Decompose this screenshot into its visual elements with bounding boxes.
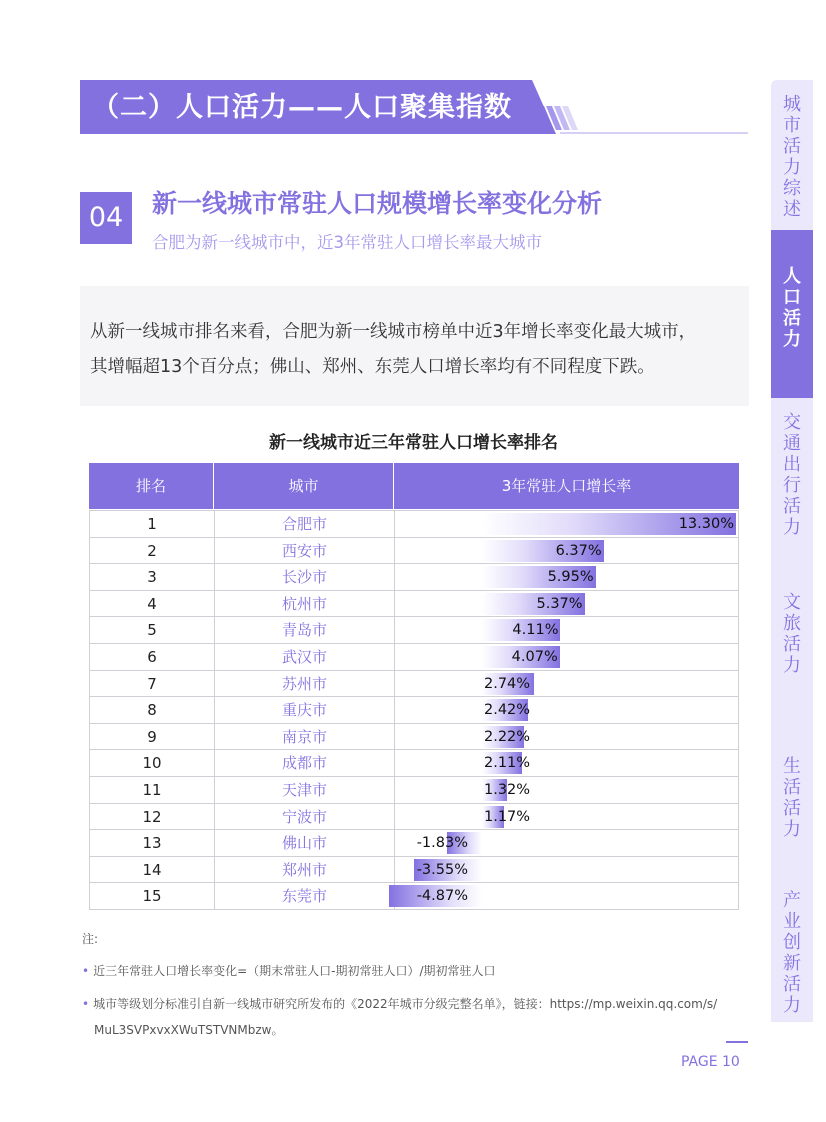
table-row (90, 883, 738, 910)
sidenav-char: 行 (783, 475, 801, 496)
sidenav-char: 城 (783, 94, 801, 115)
section-number-badge: 04 (80, 192, 132, 244)
rank-cell: 9 (147, 727, 157, 746)
header-rate: 3年常驻人口增长率 (501, 477, 632, 495)
sidenav-item-population-vitality[interactable] (771, 230, 813, 398)
sidenav-char: 通 (783, 433, 801, 454)
sidenav-char: 活 (783, 308, 801, 329)
sidenav-item-label (771, 94, 813, 220)
bullet-icon: • (82, 964, 90, 978)
sidenav-char: 旅 (783, 613, 801, 634)
page-subtitle: 合肥为新一线城市中，近3年常驻人口增长率最大城市 (152, 233, 542, 252)
table-row (90, 750, 738, 777)
rate-label: 2.42% (484, 702, 531, 719)
city-cell: 成都市 (281, 754, 327, 773)
sidenav-char: 创 (783, 932, 801, 953)
column-divider (394, 511, 395, 537)
rate-label: 5.37% (536, 595, 583, 612)
column-divider (394, 830, 395, 856)
column-divider (394, 617, 395, 643)
city-cell: 合肥市 (281, 515, 327, 533)
city-cell: 宁波市 (281, 807, 327, 826)
rank-cell: 2 (147, 541, 157, 560)
note-text: 近三年常驻人口增长率变化=（期末常驻人口-期初常驻人口）/期初常驻人口 (93, 964, 496, 978)
column-divider (394, 777, 395, 803)
city-cell: 重庆市 (281, 701, 327, 720)
rate-label: 1.17% (484, 808, 531, 825)
city-cell: 东莞市 (281, 887, 327, 906)
notes-label: 注: (82, 932, 99, 946)
rate-label: 4.11% (512, 622, 559, 639)
rank-cell: 15 (142, 887, 162, 906)
rank-cell: 13 (142, 834, 162, 853)
rank-cell: 12 (142, 807, 162, 826)
rate-label: -1.83% (416, 835, 468, 852)
city-cell: 长沙市 (281, 568, 327, 587)
rate-label: -4.87% (416, 888, 468, 905)
note-item (82, 995, 717, 1012)
sidenav-item-culture-tourism-vitality[interactable] (771, 592, 813, 676)
sidenav-char: 市 (783, 115, 801, 136)
table-row (90, 857, 738, 884)
table-row (90, 591, 738, 618)
sidenav-char: 出 (783, 454, 801, 475)
sidenav-char: 力 (783, 655, 801, 676)
table-row (90, 511, 738, 538)
sidenav-char: 综 (783, 178, 801, 199)
table-row (90, 724, 738, 751)
sidenav-char: 力 (783, 329, 801, 350)
rank-cell: 7 (147, 674, 157, 693)
sidenav-char: 交 (783, 412, 801, 433)
sidenav-item-transport-vitality[interactable] (771, 412, 813, 538)
table-row (90, 777, 738, 804)
table-row (90, 697, 738, 724)
sidenav-char: 活 (783, 136, 801, 157)
summary-box (80, 286, 749, 406)
sidenav-char: 活 (783, 777, 801, 798)
rank-cell: 4 (147, 594, 157, 613)
city-cell: 西安市 (281, 541, 327, 560)
note-continuation: MuL3SVPxvxXWuTSTVNMbzw。 (94, 1023, 284, 1037)
rate-label: 13.30% (678, 516, 734, 532)
rank-cell: 10 (142, 754, 162, 773)
sidenav-char: 力 (783, 819, 801, 840)
sidenav-char: 生 (783, 756, 801, 777)
rank-cell: 8 (147, 701, 157, 720)
sidenav-char: 述 (783, 199, 801, 220)
sidenav-char: 文 (783, 592, 801, 613)
sidenav-char: 新 (783, 953, 801, 974)
rate-label: 2.11% (484, 755, 531, 772)
city-cell: 杭州市 (281, 594, 327, 613)
note-item (82, 962, 496, 979)
table-row (90, 564, 738, 591)
column-divider (394, 538, 395, 564)
rate-label: 5.95% (547, 569, 594, 586)
rank-cell: 6 (147, 648, 157, 666)
sidenav-item-label (771, 890, 813, 1016)
summary-line-2: 其增幅超13个百分点；佛山、郑州、东莞人口增长率均有不同程度下跌。 (90, 357, 655, 377)
sidenav-item-life-vitality[interactable] (771, 756, 813, 840)
rate-label: 2.22% (484, 728, 531, 745)
table-header (89, 463, 739, 509)
side-navigation (771, 80, 813, 1022)
banner-stripes-decoration (516, 80, 586, 134)
table-title: 新一线城市近三年常驻人口增长率排名 (269, 433, 558, 453)
rank-cell: 14 (142, 860, 162, 879)
sidenav-item-label (771, 592, 813, 676)
rank-cell: 11 (142, 781, 162, 799)
column-divider (394, 750, 395, 776)
rank-cell: 5 (147, 621, 157, 640)
column-divider (394, 804, 395, 830)
column-divider (394, 697, 395, 723)
rank-cell: 1 (147, 515, 157, 533)
city-cell: 青岛市 (281, 621, 327, 640)
section-title: （二）人口活力——人口聚集指数 (92, 92, 512, 123)
sidenav-char: 人 (783, 266, 801, 287)
bullet-icon: • (82, 997, 90, 1011)
column-divider (394, 857, 395, 883)
sidenav-char: 力 (783, 517, 801, 538)
rate-label: 4.07% (511, 649, 558, 665)
table-row (90, 617, 738, 644)
table-row (90, 538, 738, 565)
column-divider (394, 564, 395, 590)
banner-underline (560, 132, 748, 134)
city-cell: 佛山市 (281, 834, 327, 853)
sidenav-char: 活 (783, 634, 801, 655)
header-rank: 排名 (135, 477, 166, 495)
note-text: 城市等级划分标准引自新一线城市研究所发布的《2022年城市分级完整名单》，链接：https://mp.weixin.qq.com/s/ (93, 997, 718, 1011)
sidenav-item-label (771, 412, 813, 538)
sidenav-char: 活 (783, 496, 801, 517)
city-cell: 郑州市 (281, 860, 327, 879)
sidenav-char: 产 (783, 890, 801, 911)
table-row (90, 804, 738, 831)
rate-label: -3.55% (416, 861, 468, 878)
city-cell: 武汉市 (281, 648, 327, 666)
city-cell: 南京市 (281, 727, 327, 746)
sidenav-char: 业 (783, 911, 801, 932)
column-divider (394, 644, 395, 670)
rate-label: 6.37% (555, 542, 602, 559)
sidenav-char: 力 (783, 995, 801, 1016)
column-divider (394, 671, 395, 697)
sidenav-char: 活 (783, 974, 801, 995)
sidenav-item-industry-innovation-vitality[interactable] (771, 890, 813, 1016)
page-number-rule (726, 1041, 748, 1043)
rate-label: 1.32% (484, 782, 531, 798)
column-divider (394, 724, 395, 750)
table-row (90, 644, 738, 671)
page-number: PAGE 10 (681, 1054, 740, 1070)
sidenav-char: 口 (783, 287, 801, 308)
city-cell: 苏州市 (281, 674, 327, 693)
sidenav-item-label (771, 756, 813, 840)
table-row (90, 671, 738, 698)
sidenav-item-city-vitality-overview[interactable] (771, 94, 813, 220)
ranking-table-body (89, 510, 739, 910)
sidenav-item-label (771, 266, 813, 350)
page-title: 新一线城市常驻人口规模增长率变化分析 (152, 189, 603, 218)
summary-line-1: 从新一线城市排名来看，合肥为新一线城市榜单中近3年增长率变化最大城市， (90, 322, 697, 342)
sidenav-char: 力 (783, 157, 801, 178)
rank-cell: 3 (147, 568, 157, 587)
rate-label: 2.74% (484, 675, 531, 692)
column-divider (394, 591, 395, 617)
city-cell: 天津市 (281, 781, 327, 799)
sidenav-char: 活 (783, 798, 801, 819)
table-row (90, 830, 738, 857)
header-city: 城市 (288, 477, 319, 495)
